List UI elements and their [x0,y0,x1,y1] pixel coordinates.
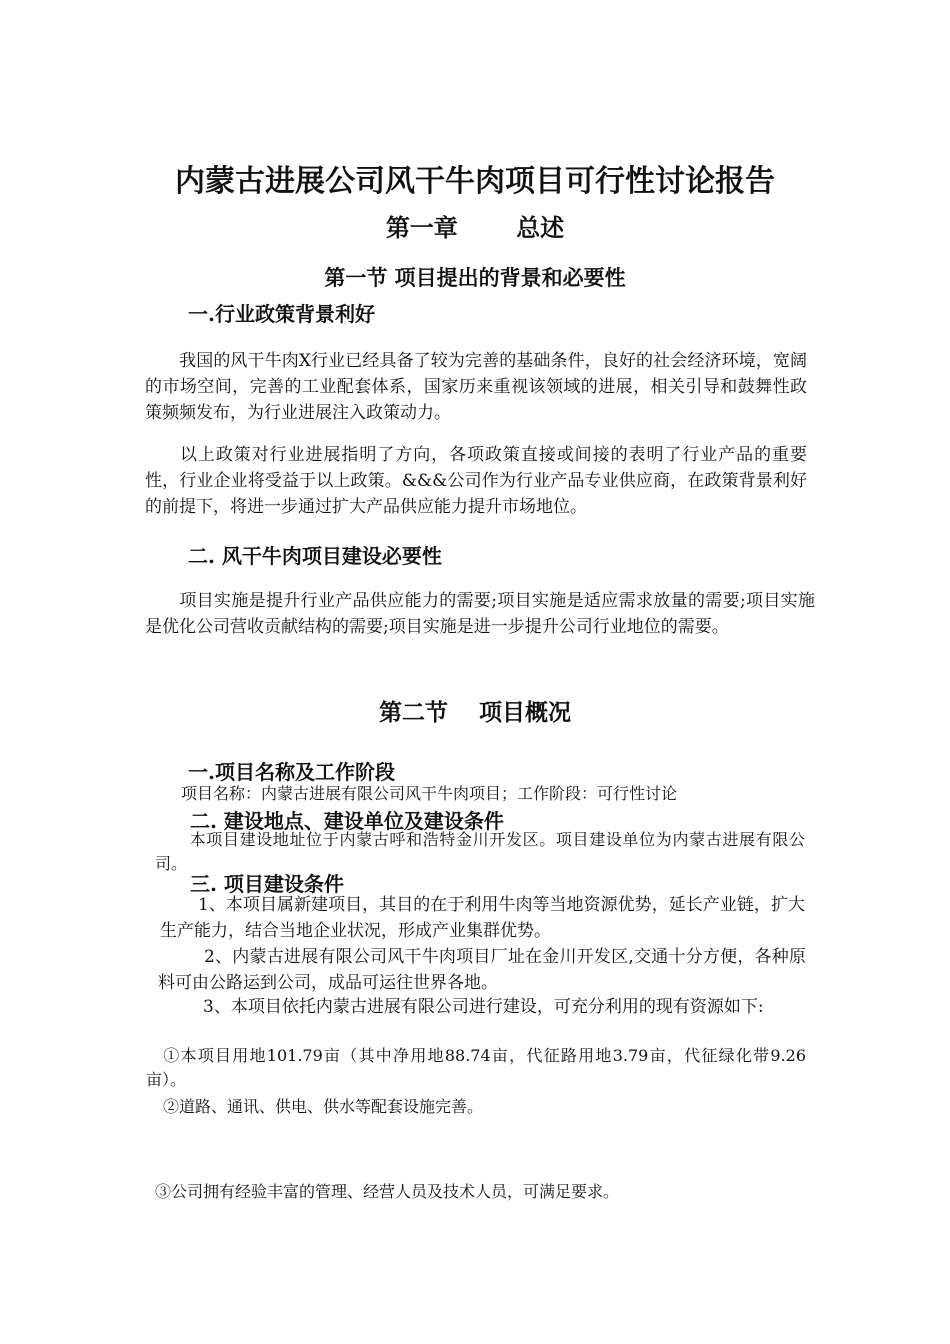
paragraph-policy-2-text: 以上政策对行业进展指明了方向，各项政策直接或间接的表明了行业产品的重要性，行业企业将受益于以上政策。&&&公司作为行业产品专业供应商，在政策背景利好的前提下，将进一步通过扩大产品供应能力提升市场地位。 [145,445,807,517]
paragraph-resource-2: ②道路、通讯、供电、供水等配套设施完善。 [163,1097,484,1116]
paragraph-condition-2-text: 2、内蒙古进展有限公司风干牛肉项目厂址在金川开发区,交通十分方便，各种原料可由公路运到公司，成品可运往世界各地。 [158,947,806,993]
paragraph-necessity [145,588,815,640]
paragraph-project-name: 项目名称：内蒙古进展有限公司风干牛肉项目；工作阶段：可行性讨论 [181,784,678,803]
paragraph-condition-2 [158,944,806,996]
heading-necessity: 二. 风干牛肉项目建设必要性 [188,544,442,568]
document-title: 内蒙古进展公司风干牛肉项目可行性讨论报告 [175,164,775,199]
paragraph-condition-1-text: 1、本项目属新建项目，其目的在于利用牛肉等当地资源优势，延长产业链，扩大生产能力，结合当地企业状况，形成产业集群优势。 [160,895,805,941]
chapter-heading: 第一章 总述 [385,213,565,242]
heading-policy: 一.行业政策背景利好 [188,302,375,326]
paragraph-policy-2 [145,442,807,520]
paragraph-condition-3 [153,994,805,1020]
paragraph-condition-1 [160,892,805,944]
paragraph-policy-1 [145,348,807,426]
heading-site: 二. 建设地点、建设单位及建设条件 [190,809,504,833]
paragraph-policy-1-text: 我国的风干牛肉X行业已经具备了较为完善的基础条件，良好的社会经济环境，宽阔的市场空间，完善的工业配套体系，国家历来重视该领域的进展，相关引导和鼓舞性政策频频发布，为行业进展注入政策动力。 [145,351,807,423]
paragraph-condition-3-text: 3、本项目依托内蒙古进展有限公司进行建设，可充分利用的现有资源如下: [203,997,764,1017]
paragraph-resource-1-text: ①本项目用地101.79亩（其中净用地88.74亩，代征路用地3.79亩，代征绿化带9.26亩）。 [146,1046,806,1089]
paragraph-resource-1 [146,1044,806,1092]
heading-conditions: 三. 项目建设条件 [190,872,344,896]
paragraph-site-text: 本项目建设地址位于内蒙古呼和浩特金川开发区。项目建设单位为内蒙古进展有限公司。 [155,830,805,873]
paragraph-necessity-text: 项目实施是提升行业产品供应能力的需要;项目实施是适应需求放量的需要;项目实施是优化公司营收贡献结构的需要;项目实施是进一步提升公司行业地位的需要。 [145,591,815,637]
section-heading-2: 第二节 项目概况 [378,699,571,726]
paragraph-resource-3: ③公司拥有经验丰富的管理、经营人员及技术人员，可满足要求。 [155,1182,620,1201]
heading-project-name: 一.项目名称及工作阶段 [188,760,395,784]
section-heading-1: 第一节 项目提出的背景和必要性 [324,265,626,290]
